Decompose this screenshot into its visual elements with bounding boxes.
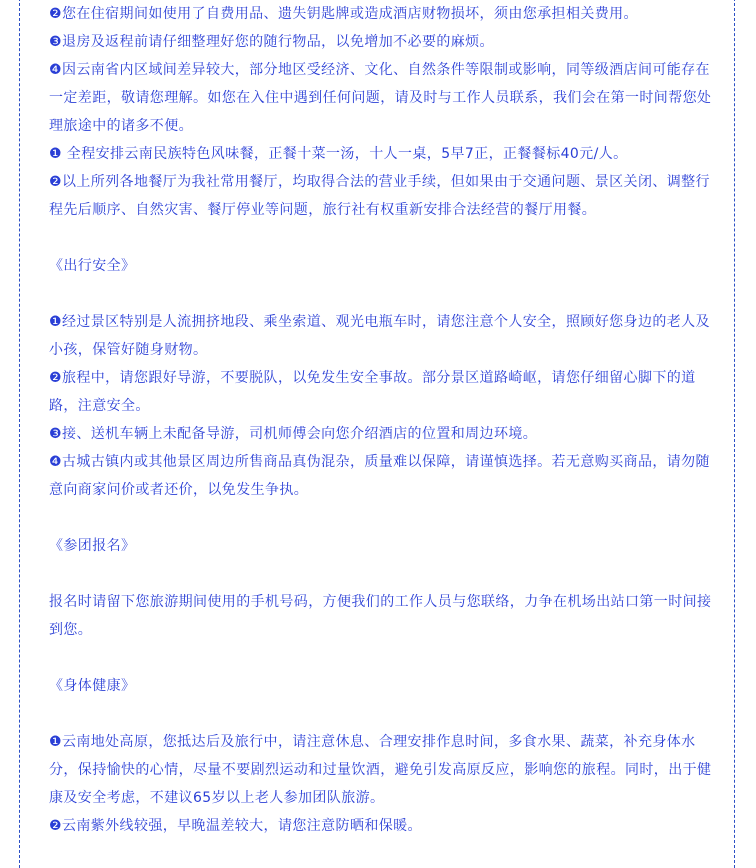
health-item-2: ❷云南紫外线较强，早晚温差较大，请您注意防晒和保暖。 xyxy=(49,818,422,834)
health-section xyxy=(49,672,715,840)
spacer xyxy=(49,280,715,308)
spacer xyxy=(49,644,715,672)
registration-section xyxy=(49,532,715,644)
travel-safety-heading: 《出行安全》 xyxy=(49,258,136,274)
spacer xyxy=(49,700,715,728)
travel-safety-item-3: ❸接、送机车辆上未配备导游，司机师傅会向您介绍酒店的位置和周边环境。 xyxy=(49,426,538,442)
spacer xyxy=(49,224,715,252)
spacer xyxy=(49,504,715,532)
health-item-1: ❶云南地处高原，您抵达后及旅行中，请注意休息、合理安排作息时间，多食水果、蔬菜，补充身体水分，保持愉快的心情，尽量不要剧烈运动和过量饮酒，避免引发高原反应，影响您的旅程。同时，出于健康及安全考虑，不建议65岁以上老人参加团队旅游。 xyxy=(49,734,712,806)
meals-item-2: ❷以上所列各地餐厅为我社常用餐厅，均取得合法的营业手续，但如果由于交通问题、景区关闭、调整行程先后顺序、自然灾害、餐厅停业等问题，旅行社有权重新安排合法经营的餐厅用餐。 xyxy=(49,174,710,218)
travel-safety-section xyxy=(49,252,715,504)
meals-item-1: ❶ 全程安排云南民族特色风味餐，正餐十菜一汤，十人一桌，5早7正，正餐餐标40元/人。 xyxy=(49,146,628,162)
accommodation-item-2: ❷您在住宿期间如使用了自费用品、遗失钥匙牌或造成酒店财物损坏，须由您承担相关费用。 xyxy=(49,6,638,22)
spacer xyxy=(49,560,715,588)
meals-section xyxy=(49,140,715,224)
accommodation-section xyxy=(49,0,715,140)
registration-heading: 《参团报名》 xyxy=(49,538,136,554)
travel-safety-item-1: ❶经过景区特别是人流拥挤地段、乘坐索道、观光电瓶车时，请您注意个人安全，照顾好您身边的老人及小孩，保管好随身财物。 xyxy=(49,314,710,358)
travel-safety-item-4: ❹古城古镇内或其他景区周边所售商品真伪混杂，质量难以保障，请谨慎选择。若无意购买商品，请勿随意向商家问价或者还价，以免发生争执。 xyxy=(49,454,710,498)
health-heading: 《身体健康》 xyxy=(49,678,136,694)
accommodation-item-4: ❹因云南省内区域间差异较大，部分地区受经济、文化、自然条件等限制或影响，同等级酒店间可能存在一定差距，敬请您理解。如您在入住中遇到任何问题，请及时与工作人员联系，我们会在第一时间帮您处理旅途中的诸多不便。 xyxy=(49,62,712,134)
registration-text: 报名时请留下您旅游期间使用的手机号码，方便我们的工作人员与您联络，力争在机场出站口第一时间接到您。 xyxy=(49,594,712,638)
travel-safety-item-2: ❷旅程中，请您跟好导游，不要脱队，以免发生安全事故。部分景区道路崎岖，请您仔细留心脚下的道路，注意安全。 xyxy=(49,370,696,414)
document-body xyxy=(49,0,715,840)
accommodation-item-3: ❸退房及返程前请仔细整理好您的随行物品，以免增加不必要的麻烦。 xyxy=(49,34,494,50)
